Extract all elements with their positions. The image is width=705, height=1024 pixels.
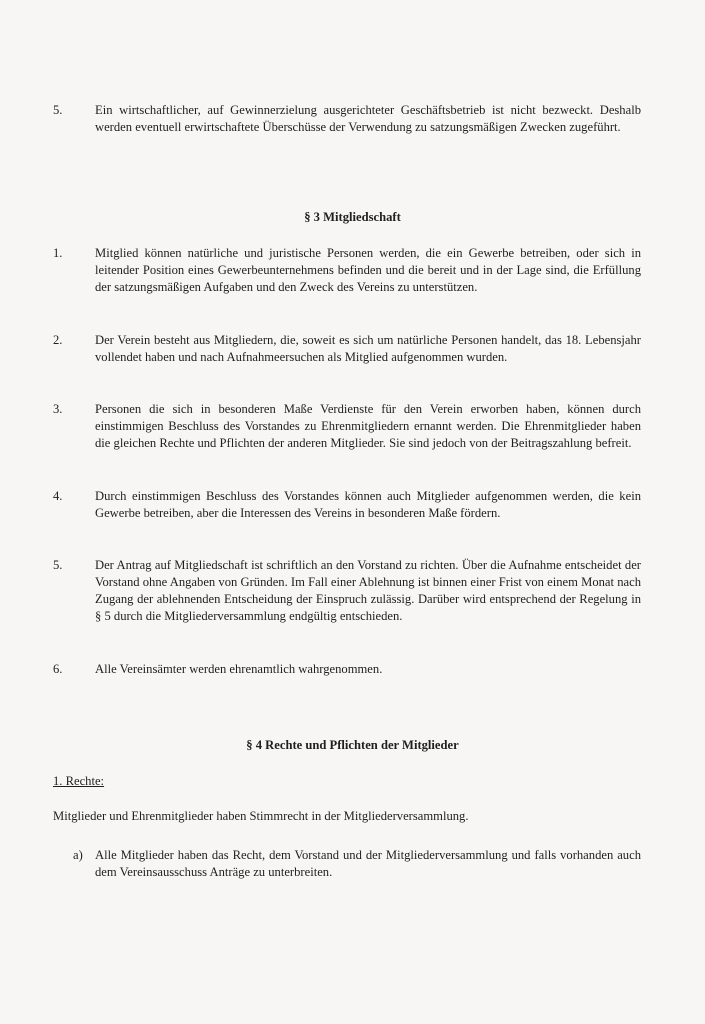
- paragraph-s3-5: [53, 557, 643, 625]
- paragraph-s3-1: [53, 245, 643, 296]
- section-3-heading: § 3 Mitgliedschaft: [304, 210, 401, 224]
- paragraph-text: Alle Vereinsämter werden ehrenamtlich wahrgenommen.: [95, 662, 383, 676]
- paragraph-number: 5.: [53, 103, 63, 117]
- paragraph-s3-6: [53, 661, 643, 678]
- paragraph-text: Mitglied können natürliche und juristische Personen werden, die ein Gewerbe betreiben, oder sich in leitender Position eines Gewerbeunternehmens befinden und die bereit und in der Lage sind, die Erfüllung der satzungsmäßigen Aufgaben und den Zweck des Vereins zu unterstützen.: [95, 246, 641, 294]
- paragraph-s3-4: [53, 488, 643, 522]
- rights-subheading: 1. Rechte:: [53, 774, 105, 788]
- paragraph-text: Durch einstimmigen Beschluss des Vorstandes können auch Mitglieder aufgenommen werden, die kein Gewerbe betreiben, aber die Interessen des Vereins in besonderen Maße fördern.: [95, 489, 641, 520]
- paragraph-text: Der Antrag auf Mitgliedschaft ist schriftlich an den Vorstand zu richten. Über die Aufnahme entscheidet der Vorstand ohne Angaben von Gründen. Im Fall einer Ablehnung ist binnen einer Frist von einem Monat nach Zugang der ablehnenden Entscheidung der Einspruch zulässig. Darüber wird entsprechend der Regelung in § 5 durch die Mitgliederversammlung endgültig entschieden.: [95, 558, 641, 623]
- paragraph-number: 3.: [53, 402, 63, 416]
- paragraph-number: 2.: [53, 333, 63, 347]
- paragraph-number: 4.: [53, 489, 63, 503]
- rights-intro: Mitglieder und Ehrenmitglieder haben Stimmrecht in der Mitgliederversammlung.: [53, 809, 469, 823]
- paragraph-number: 6.: [53, 662, 63, 676]
- paragraph-number: 5.: [53, 558, 63, 572]
- rights-item-a: [73, 847, 643, 881]
- paragraph-text: Ein wirtschaftlicher, auf Gewinnerzielung ausgerichteter Geschäftsbetrieb ist nicht bezweckt. Deshalb werden eventuell erwirtschaftete Überschüsse der Verwendung zu satzungsmäßigen Zwecken zugeführt.: [95, 103, 641, 134]
- paragraph-s3-2: [53, 332, 643, 366]
- list-item-text: Alle Mitglieder haben das Recht, dem Vorstand und der Mitgliederversammlung und falls vorhanden auch dem Vereinsausschuss Anträge zu unterbreiten.: [95, 848, 641, 879]
- section-4-heading: § 4 Rechte und Pflichten der Mitglieder: [246, 738, 459, 752]
- paragraph-number: 1.: [53, 246, 63, 260]
- list-marker: a): [73, 848, 83, 862]
- paragraph-s3-3: [53, 401, 643, 452]
- paragraph-s2-5: [53, 102, 643, 136]
- paragraph-text: Der Verein besteht aus Mitgliedern, die, soweit es sich um natürliche Personen handelt, das 18. Lebensjahr vollendet haben und nach Aufnahmeersuchen als Mitglied aufgenommen wurden.: [95, 333, 641, 364]
- paragraph-text: Personen die sich in besonderen Maße Verdienste für den Verein erworben haben, können durch einstimmigen Beschluss des Vorstandes zu Ehrenmitgliedern ernannt werden. Die Ehrenmitglieder haben die gleichen Rechte und Pflichten der anderen Mitglieder. Sie sind jedoch von der Beitragszahlung befreit.: [95, 402, 641, 450]
